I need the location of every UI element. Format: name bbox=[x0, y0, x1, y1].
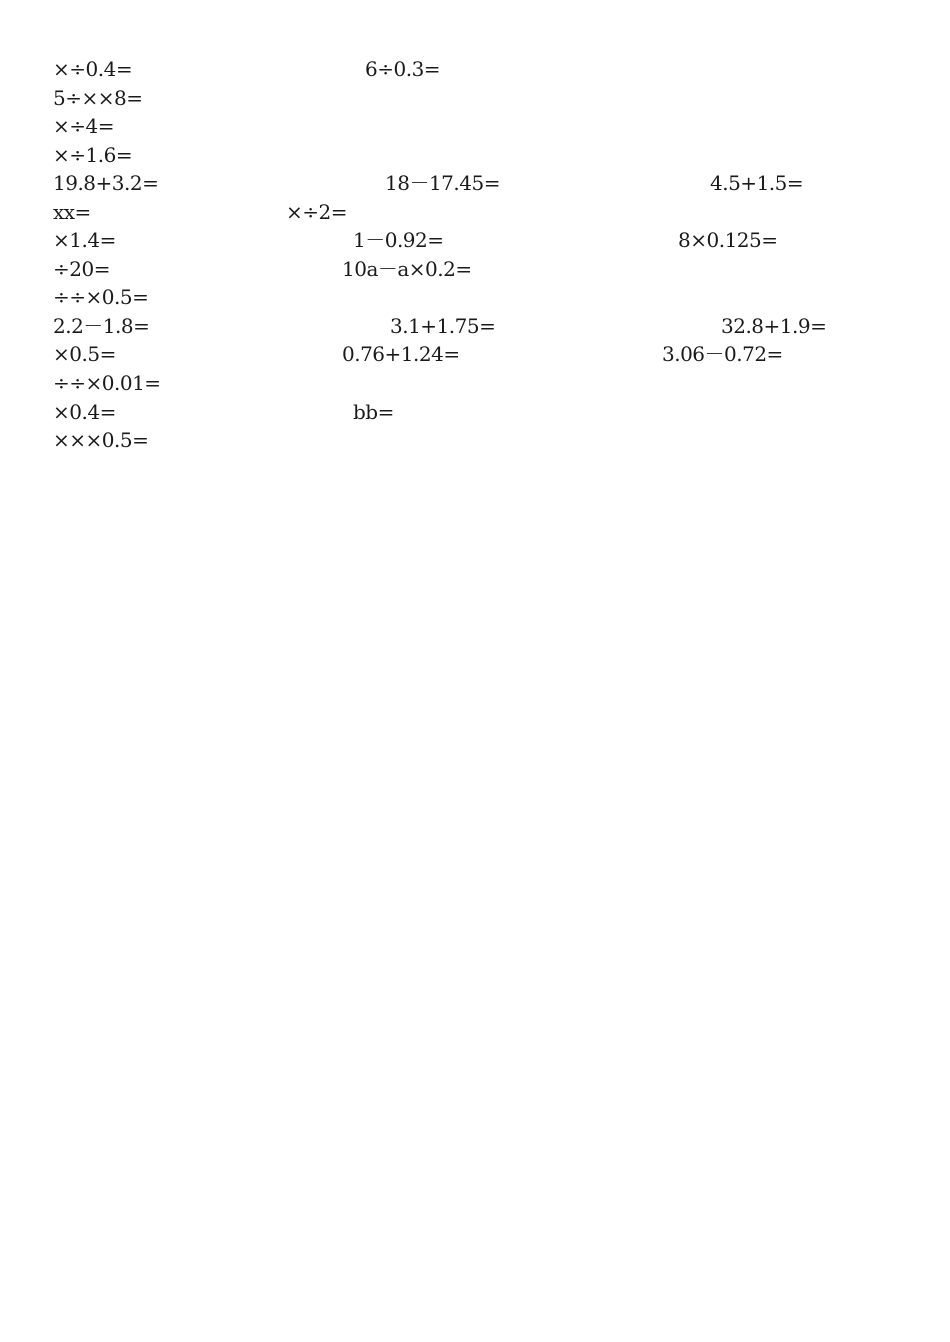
problem-r8-a: ÷20= bbox=[53, 257, 110, 281]
problem-r6-a: xx= bbox=[53, 200, 91, 224]
problem-r1-b: 6÷0.3= bbox=[365, 57, 441, 81]
problem-r5-c: 4.5+1.5= bbox=[710, 171, 804, 195]
problem-r11-a: ×0.5= bbox=[53, 342, 116, 366]
problem-r14-a: ×××0.5= bbox=[53, 428, 149, 452]
problem-r7-b: 1－0.92= bbox=[353, 228, 444, 252]
problem-r9-a: ÷÷×0.5= bbox=[53, 285, 149, 309]
problem-r13-b: bb= bbox=[353, 400, 394, 424]
problem-r5-b: 18－17.45= bbox=[385, 171, 500, 195]
problem-r1-a: ×÷0.4= bbox=[53, 57, 133, 81]
problem-r5-a: 19.8+3.2= bbox=[53, 171, 159, 195]
problem-r4-a: ×÷1.6= bbox=[53, 143, 133, 167]
problem-r11-c: 3.06－0.72= bbox=[662, 342, 783, 366]
problem-r7-c: 8×0.125= bbox=[678, 228, 778, 252]
problem-r3-a: ×÷4= bbox=[53, 114, 114, 138]
problem-r2-a: 5÷××8= bbox=[53, 86, 143, 110]
problem-r7-a: ×1.4= bbox=[53, 228, 116, 252]
problem-r11-b: 0.76+1.24= bbox=[342, 342, 460, 366]
problem-r12-a: ÷÷×0.01= bbox=[53, 371, 161, 395]
problem-r10-a: 2.2－1.8= bbox=[53, 314, 150, 338]
problem-r8-b: 10a－a×0.2= bbox=[342, 257, 472, 281]
problem-r13-a: ×0.4= bbox=[53, 400, 116, 424]
problem-r6-b: ×÷2= bbox=[286, 200, 347, 224]
problem-r10-b: 3.1+1.75= bbox=[390, 314, 496, 338]
problem-r10-c: 32.8+1.9= bbox=[721, 314, 827, 338]
